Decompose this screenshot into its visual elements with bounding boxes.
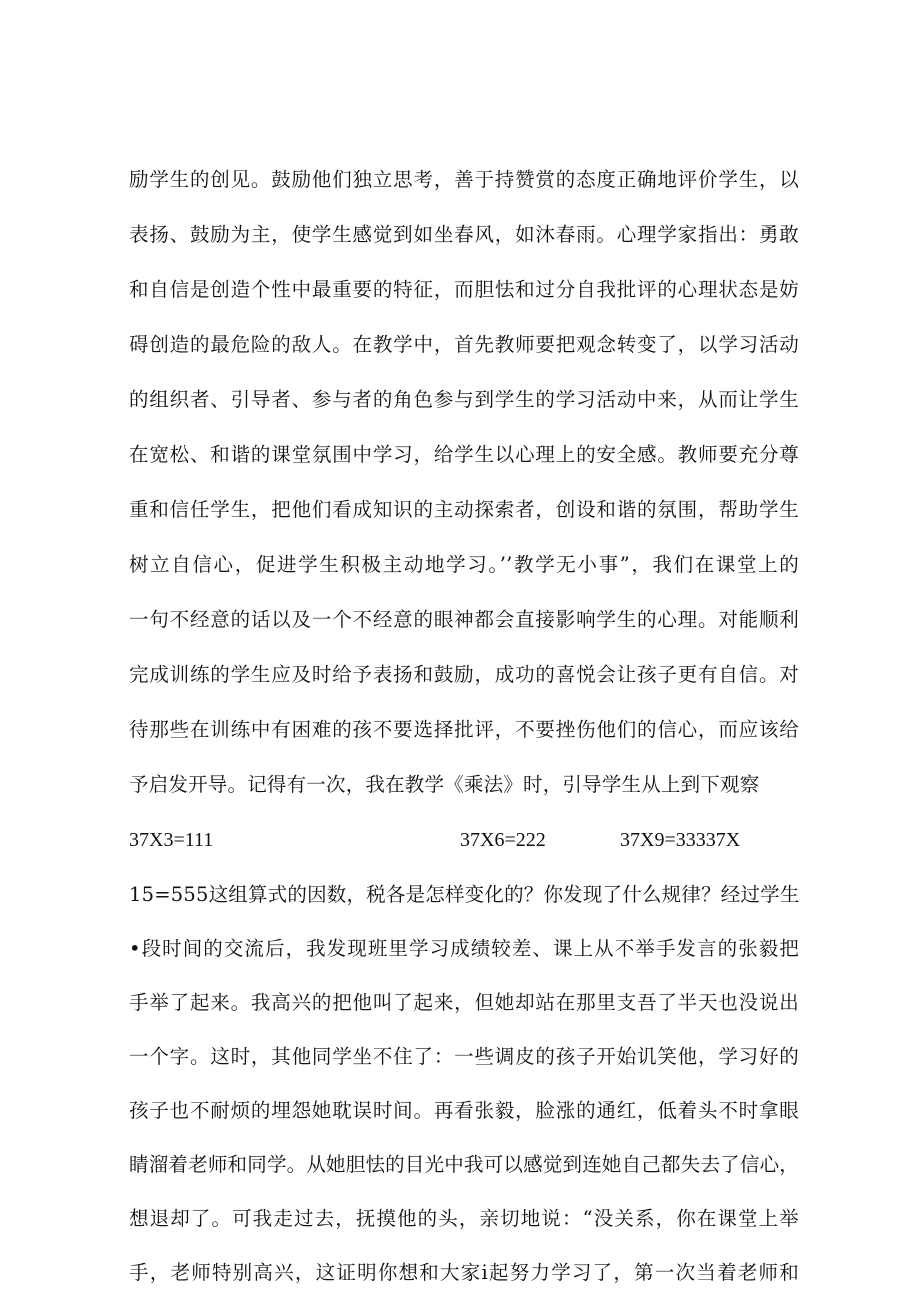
- paragraph-line: 一句不经意的话以及一个不经意的眼神都会直接影响学生的心理。对能顺利: [129, 608, 799, 631]
- paragraph-line: 手举了起来。我高兴的把他叫了起来，但她却站在那里支吾了半天也没说出: [129, 991, 799, 1014]
- paragraph-line: 予启发开导。记得有一次，我在教学《乘法》时，引导学生从上到下观察: [129, 773, 760, 796]
- paragraph-line: 完成训练的学生应及时给予表扬和鼓励，成功的喜悦会让孩子更有自信。对: [129, 663, 799, 686]
- paragraph-line: 待那些在训练中有困难的孩不要选择批评，不要挫伤他们的信心，而应该给: [129, 718, 799, 741]
- paragraph-line: 15=555这组算式的因数，税各是怎样变化的？你发现了什么规律？经过学生: [129, 883, 800, 906]
- paragraph-line: •段时间的交流后，我发现班里学习成绩较差、课上从不举手发言的张毅把: [129, 937, 799, 960]
- paragraph-line: 树立自信心，促进学生积极主动地学习。’’教学无小事”，我们在课堂上的: [129, 553, 799, 576]
- paragraph-line: 碍创造的最危险的敌人。在教学中，首先教师要把观念转变了，以学习活动: [129, 333, 799, 356]
- paragraph-line: 表扬、鼓励为主，使学生感觉到如坐春风，如沐春雨。心理学家指出：勇敢: [129, 223, 799, 246]
- paragraph-line: 孩子也不耐烦的埋怨她耽误时间。再看张毅，脸涨的通红，低着头不时拿眼: [129, 1099, 799, 1122]
- equation-1: 37X3=111: [129, 829, 214, 851]
- paragraph-line: 睛溜着老师和同学。从她胆怯的目光中我可以感觉到连她自己都失去了信心，: [129, 1153, 799, 1176]
- equation-3: 37X9=33337X: [620, 829, 741, 851]
- paragraph-line: 励学生的创见。鼓励他们独立思考，善于持赞赏的态度正确地评价学生，以: [129, 168, 799, 191]
- equation-2: 37X6=222: [460, 829, 546, 851]
- paragraph-line: 重和信任学生，把他们看成知识的主动探索者，创设和谐的氛围，帮助学生: [129, 498, 799, 521]
- paragraph-line: 和自信是创造个性中最重要的特征，而胆怯和过分自我批评的心理状态是妨: [129, 278, 799, 301]
- paragraph-line: 想退却了。可我走过去，抚摸他的头，亲切地说：“没关系，你在课堂上举: [129, 1207, 799, 1230]
- paragraph-line: 手，老师特别高兴，这证明你想和大家i起努力学习了，第一次当着老师和: [129, 1261, 799, 1284]
- paragraph-line: 一个字。这时，其他同学坐不住了：一些调皮的孩子开始讥笑他，学习好的: [129, 1045, 799, 1068]
- paragraph-line: 的组织者、引导者、参与者的角色参与到学生的学习活动中来，从而让学生: [129, 388, 799, 411]
- paragraph-line: 在宽松、和谐的课堂氛围中学习，给学生以心理上的安全感。教师要充分尊: [129, 443, 799, 466]
